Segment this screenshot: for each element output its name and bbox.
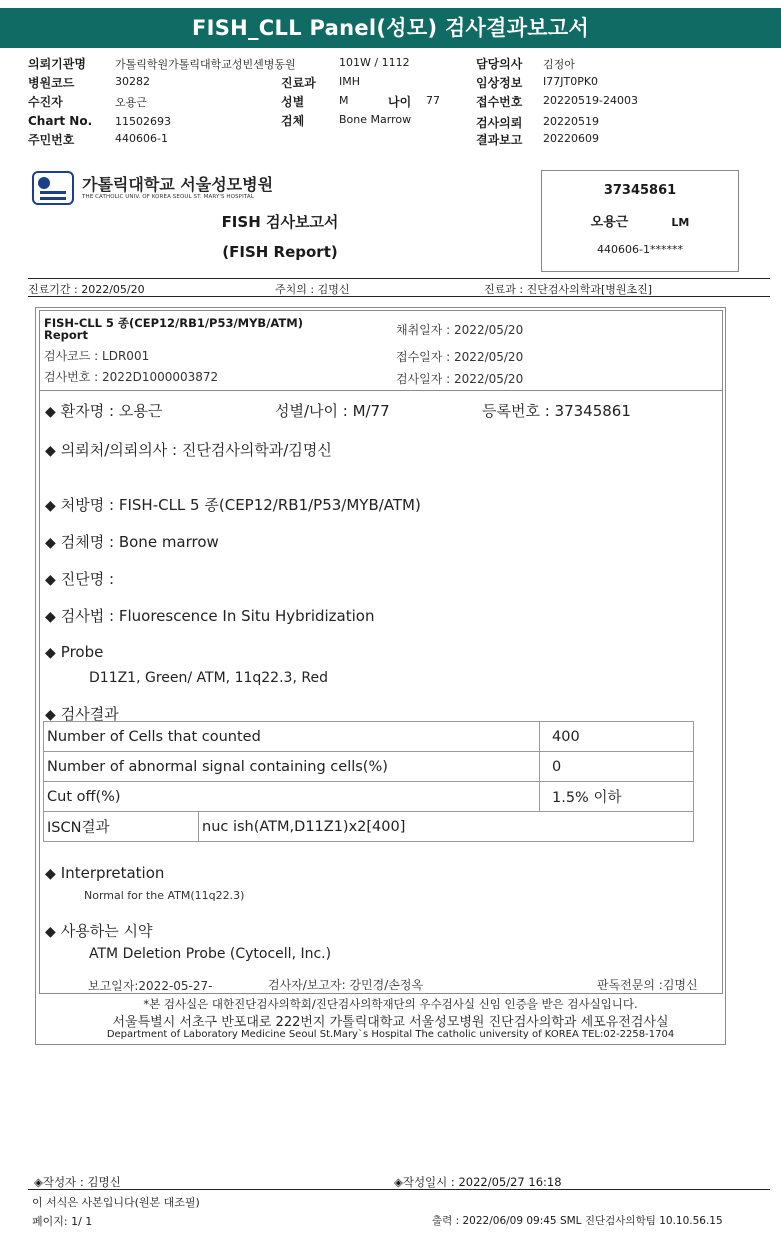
specimen-label: 검체 <box>281 114 305 128</box>
doctor-value: 김정아 <box>543 58 575 71</box>
diamond-icon: ◆ <box>45 404 56 420</box>
result-label: ◆ 검사결과 <box>45 705 119 723</box>
table-row <box>44 812 694 842</box>
clinical-value: I77JT0PK0 <box>543 75 599 88</box>
result-label-cell: Number of Cells that counted <box>44 722 540 752</box>
diamond-icon: ◆ <box>45 609 56 625</box>
sex-value: M <box>339 94 349 107</box>
print-info: 출력 : 2022/06/09 09:45 SML 진단검사의학팀 10.10.56.15 <box>432 1215 723 1227</box>
receipt-value: 20220519-24003 <box>543 94 638 107</box>
sex-label: 성별 <box>281 95 305 109</box>
diamond-icon: ◆ <box>45 498 56 514</box>
ward-value: 101W / 1112 <box>339 56 410 69</box>
page-title: FISH_CLL Panel(성모) 검사결과보고서 <box>0 8 781 48</box>
diamond-icon: ◆ <box>45 866 56 882</box>
lab-certification: *본 검사실은 대한진단검사의학회/진단검사의학재단의 우수검사실 신임 인증을 받은 검사실입니다. <box>143 997 638 1011</box>
chart-label: Chart No. <box>28 114 93 128</box>
diamond-icon: ◆ <box>45 443 56 459</box>
report-label: 결과보고 <box>476 133 523 147</box>
hospital-code-label: 병원코드 <box>28 76 75 90</box>
referral: ◆ 의뢰처/의뢰의사 : 진단검사의학과/김명신 <box>45 441 332 459</box>
patient-value: 오용근 <box>115 96 147 109</box>
patient-label: 수진자 <box>28 95 63 109</box>
hospital-logo <box>32 171 292 207</box>
result-value-cell: 1.5% 이하 <box>540 782 694 812</box>
divider <box>28 1189 770 1190</box>
age-label: 나이 <box>388 95 412 109</box>
diamond-icon: ◆ <box>45 572 56 588</box>
result-value-cell: nuc ish(ATM,D11Z1)x2[400] <box>199 812 694 842</box>
author: ◈작성자 : 김명신 <box>34 1175 121 1189</box>
report-title: FISH 검사보고서 <box>221 213 339 231</box>
table-row <box>44 752 694 782</box>
treatment-dept: 진료과 : 진단검사의학과[병원초진] <box>484 283 653 296</box>
receipt-label: 접수번호 <box>476 95 523 109</box>
institution-value: 가톨릭학원가톨릭대학교성빈센병동원 <box>115 58 296 71</box>
diamond-icon: ◆ <box>45 535 56 551</box>
table-row <box>44 722 694 752</box>
patient-reg-no: 등록번호 : 37345861 <box>482 402 631 420</box>
result-label-cell: Number of abnormal signal containing cells(%) <box>44 752 540 782</box>
id-box-tag: LM <box>671 216 690 229</box>
result-table <box>43 721 694 842</box>
test-number: 검사번호 : 2022D1000003872 <box>44 370 219 384</box>
id-box-name-line <box>542 211 738 230</box>
test-name-line2: Report <box>44 328 88 342</box>
page-number: 페이지: 1/ 1 <box>32 1215 93 1228</box>
reagent-label: ◆ 사용하는 시약 <box>45 922 153 940</box>
probe-label: ◆ Probe <box>45 643 104 661</box>
request-label: 검사의뢰 <box>476 116 523 130</box>
lab-address: 서울특별시 서초구 반포대로 222번지 가톨릭대학교 서울성모병원 진단검사의학과 세포유전검사실 <box>112 1015 669 1030</box>
diamond-icon: ◆ <box>45 645 56 661</box>
interpretation-label: ◆ Interpretation <box>45 864 165 882</box>
lab-english-name: Department of Laboratory Medicine Seoul St.Mary`s Hospital The catholic university of KOREA TEL:02-2258-1704 <box>106 1029 675 1040</box>
id-box-name: 오용근 <box>590 215 629 230</box>
diamond-icon: ◆ <box>45 924 56 940</box>
interpretation-value: Normal for the ATM(11q22.3) <box>84 889 245 902</box>
examination-date: 검사일자 : 2022/05/20 <box>396 372 524 386</box>
copy-notice: 이 서식은 사본입니다(원본 대조필) <box>32 1196 200 1209</box>
id-box-reg-no: 37345861 <box>603 183 677 198</box>
divider <box>28 296 770 297</box>
report-value: 20220609 <box>543 132 599 145</box>
hospital-code-value: 30282 <box>115 75 150 88</box>
table-row <box>44 782 694 812</box>
hospital-name: 가톨릭대학교 서울성모병원 <box>82 175 274 194</box>
dept-label: 진료과 <box>281 76 316 90</box>
diamond-icon: ◆ <box>45 707 56 723</box>
id-box-resident: 440606-1****** <box>597 243 683 256</box>
doctor-label: 담당의사 <box>476 57 523 71</box>
patient-name: ◆ 환자명 : 오용근 <box>45 402 163 420</box>
patient-id-box <box>541 170 739 272</box>
result-label-cell: Cut off(%) <box>44 782 540 812</box>
resident-label: 주민번호 <box>28 133 75 147</box>
collection-date: 채취일자 : 2022/05/20 <box>396 323 524 337</box>
dept-value: IMH <box>339 75 361 88</box>
probe-value: D11Z1, Green/ ATM, 11q22.3, Red <box>89 670 328 686</box>
request-value: 20220519 <box>543 115 599 128</box>
method: ◆ 검사법 : Fluorescence In Situ Hybridization <box>45 607 375 625</box>
chart-value: 11502693 <box>115 115 171 128</box>
result-value-cell: 0 <box>540 752 694 782</box>
test-name: FISH-CLL 5 종(CEP12/RB1/P53/MYB/ATM) <box>44 316 303 330</box>
test-code: 검사코드 : LDR001 <box>44 349 150 363</box>
divider <box>28 278 770 279</box>
attending-physician: 주치의 : 김명신 <box>275 283 350 296</box>
report-subtitle: (FISH Report) <box>222 243 338 261</box>
request-header <box>28 55 768 155</box>
patient-sex-age: 성별/나이 : M/77 <box>275 402 390 420</box>
hospital-emblem-icon <box>32 171 74 205</box>
result-value-cell: 400 <box>540 722 694 752</box>
diagnosis: ◆ 진단명 : <box>45 570 115 588</box>
prescription: ◆ 처방명 : FISH-CLL 5 종(CEP12/RB1/P53/MYB/ATM) <box>45 496 421 514</box>
examiner: 검사자/보고자: 강민경/손정옥 <box>268 978 424 992</box>
receipt-date: 접수일자 : 2022/05/20 <box>396 350 524 364</box>
treatment-period: 진료기간 : 2022/05/20 <box>28 283 145 296</box>
specimen: ◆ 검체명 : Bone marrow <box>45 533 219 551</box>
report-date: 보고일자:2022-05-27- <box>88 979 213 993</box>
age-value: 77 <box>426 94 440 107</box>
clinical-label: 임상정보 <box>476 76 523 90</box>
result-label-cell: ISCN결과 <box>44 812 199 842</box>
specimen-value: Bone Marrow <box>339 113 412 126</box>
institution-label: 의뢰기관명 <box>28 57 86 71</box>
resident-value: 440606-1 <box>115 132 168 145</box>
written-datetime: ◈작성일시 : 2022/05/27 16:18 <box>394 1175 562 1189</box>
hospital-subtitle: THE CATHOLIC UNIV. OF KOREA SEOUL ST. MARY'S HOSPITAL <box>82 194 254 200</box>
reading-physician: 판독전문의 :김명신 <box>597 978 698 992</box>
reagent-value: ATM Deletion Probe (Cytocell, Inc.) <box>89 946 332 962</box>
divider <box>39 390 723 391</box>
